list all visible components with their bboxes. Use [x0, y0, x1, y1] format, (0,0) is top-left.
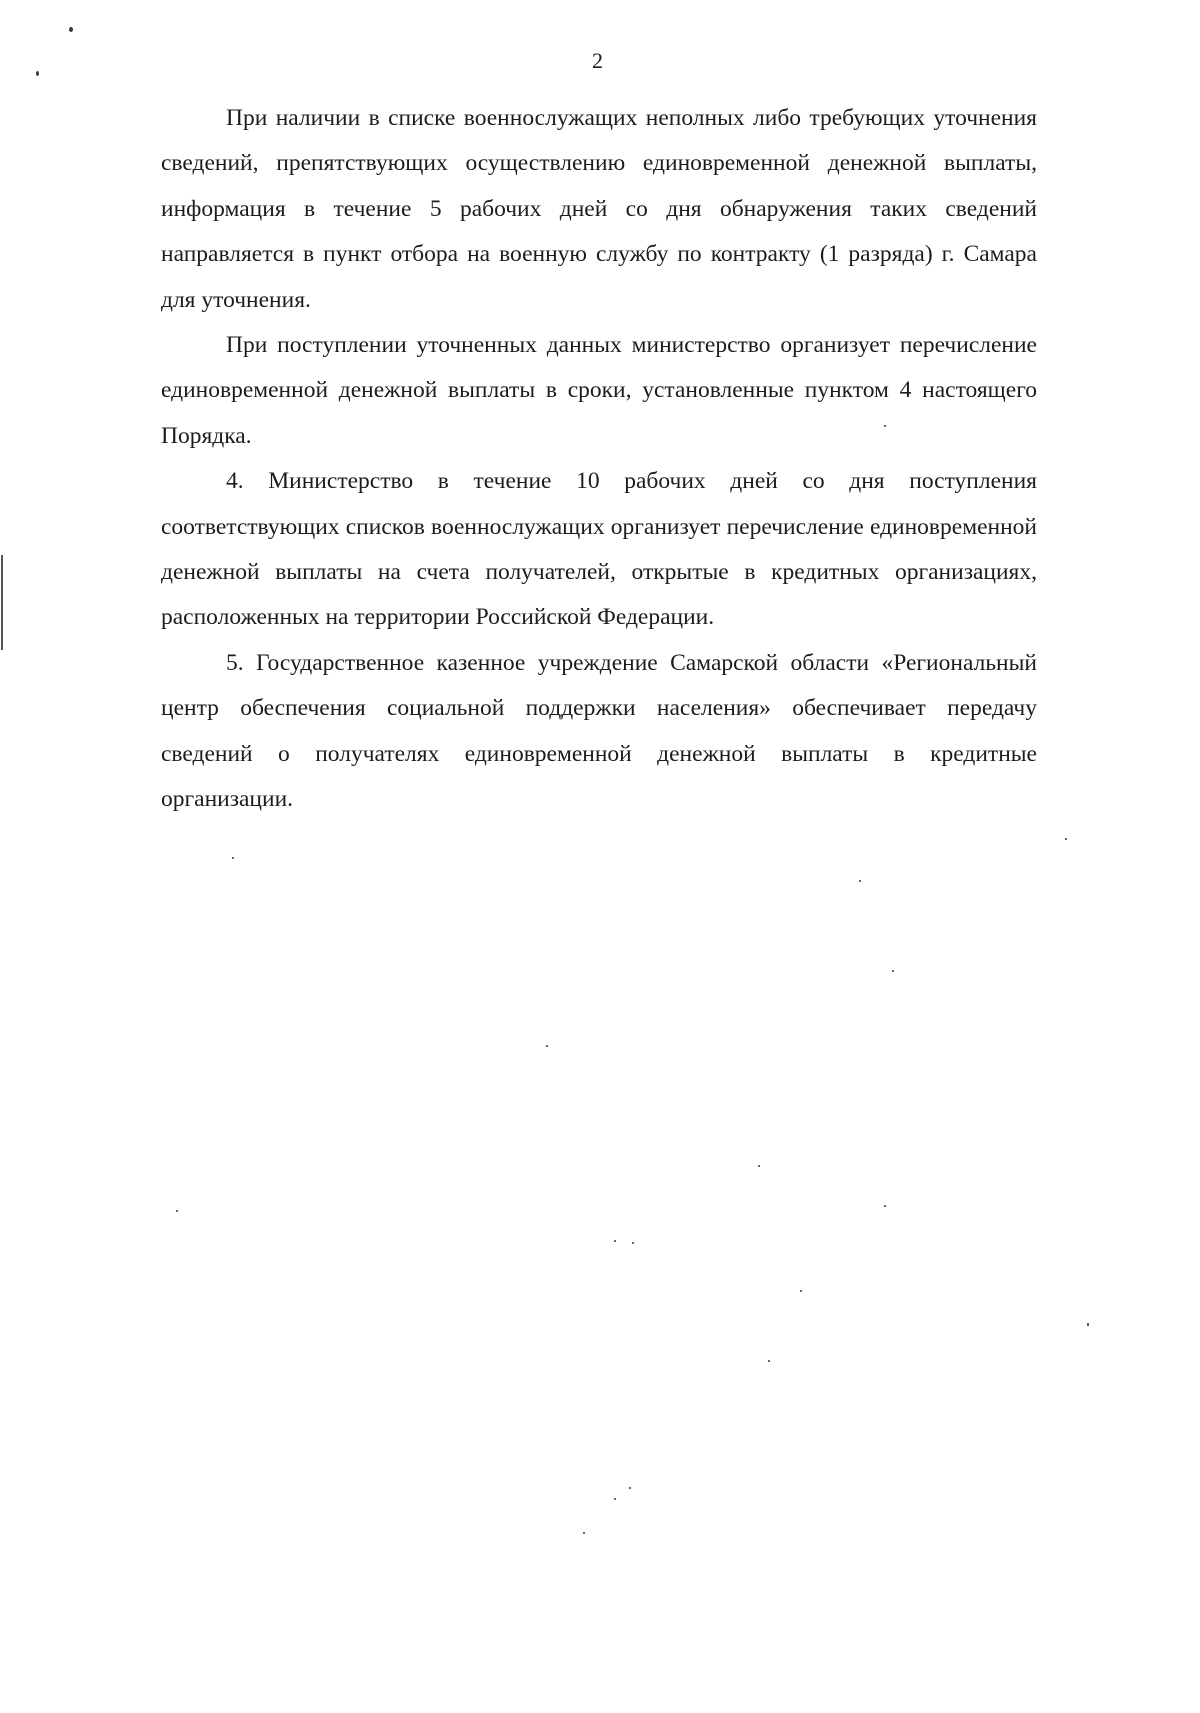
scan-speck [632, 1242, 634, 1244]
scan-speck [884, 425, 886, 427]
scan-speck [614, 1240, 616, 1242]
scan-edge-mark [1, 555, 3, 650]
scan-speck [1087, 1323, 1089, 1326]
scan-speck [36, 71, 39, 76]
scan-speck [546, 1045, 548, 1047]
scan-speck [629, 1487, 631, 1489]
scan-speck [614, 1498, 616, 1500]
scan-speck [768, 1360, 770, 1362]
paragraph-clarified-data: При поступлении уточненных данных министерство организует перечисление единовременной денежной выплаты в сроки, установленные пунктом 4 настоящего Порядка. [161, 332, 1037, 449]
scan-speck [884, 1205, 886, 1207]
scan-speck [800, 1290, 802, 1292]
paragraph-incomplete-data: При наличии в списке военнослужащих неполных либо требующих уточнения сведений, препятствующих осуществлению единовременной денежной выплаты, информация в течение 5 рабочих дней со дня обнаружения таких сведений направляется в пункт отбора на военную службу по контракту (1 разряда) г. Самара для уточнения. [161, 105, 1037, 313]
document-body [161, 96, 1037, 823]
scan-speck [892, 970, 894, 972]
scan-speck [232, 857, 234, 859]
scan-speck [859, 880, 861, 882]
scan-speck [1065, 838, 1067, 840]
scan-speck [758, 1165, 760, 1167]
page-number: 2 [592, 48, 603, 73]
scan-speck [176, 1210, 178, 1212]
paragraph-item-4: 4. Министерство в течение 10 рабочих дней со дня поступления соответствующих списков военнослужащих организует перечисление единовременной денежной выплаты на счета получателей, открытые в кредитных организациях, расположенных на территории Российской Федерации. [161, 468, 1037, 631]
scan-speck [583, 1532, 585, 1534]
scan-speck [69, 27, 73, 32]
paragraph-item-5: 5. Государственное казенное учреждение Самарской области «Региональный центр обеспечения социальной поддержки населения» обеспечивает передачу сведений о получателях единовременной денежной выплаты в кредитные организации. [161, 649, 1037, 813]
